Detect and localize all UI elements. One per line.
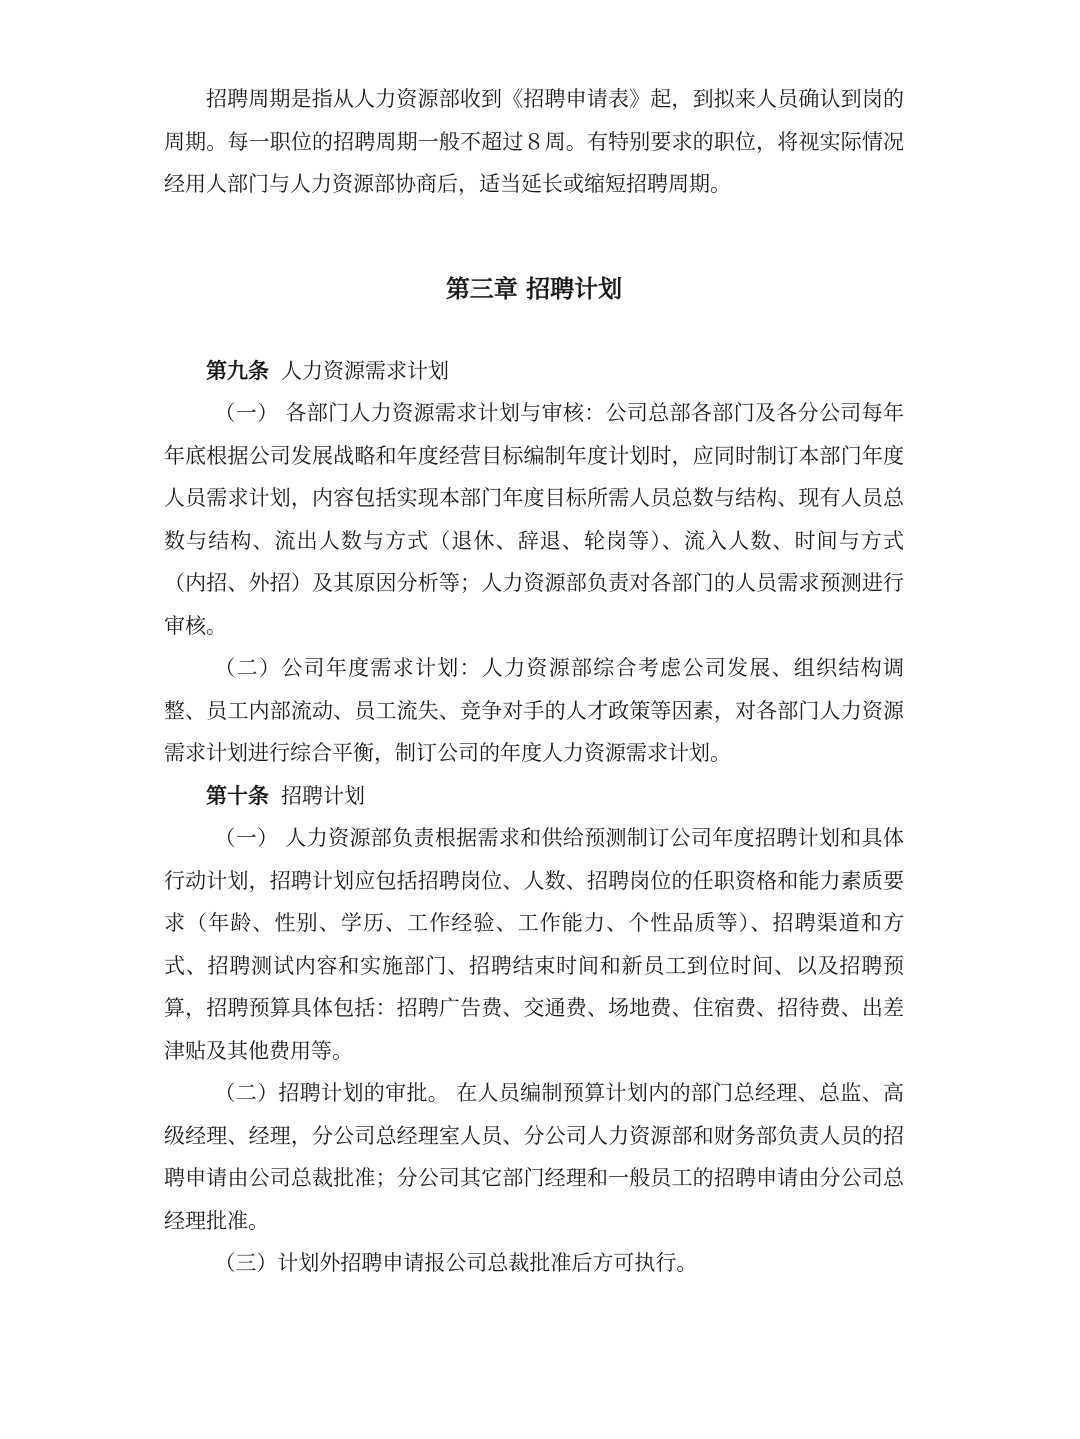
article-9-heading (164, 350, 904, 393)
chapter-spacer (164, 314, 904, 350)
article-9-item-2: （二）公司年度需求计划：人力资源部综合考虑公司发展、组织结构调整、员工内部流动、员工流失、竞争对手的人才政策等因素，对各部门人力资源需求计划进行综合平衡，制订公司的年度人力资源需求计划。 (164, 656, 904, 765)
article-10-item-2: （二）招聘计划的审批。 在人员编制预算计划内的部门总经理、总监、高级经理、经理，分公司总经理室人员、分公司人力资源部和财务部负责人员的招聘申请由公司总裁批准；分公司其它部门经理和一般员工的招聘申请由分公司总经理批准。 (164, 1081, 904, 1233)
article-10-heading (164, 775, 904, 818)
article-10-number: 第十条 (206, 782, 269, 808)
article-10-item-3: （三）计划外招聘申请报公司总裁批准后方可执行。 (214, 1251, 698, 1275)
article-10-title: 招聘计划 (281, 783, 365, 808)
document-page (164, 78, 904, 1285)
article-10-item-1: （一） 人力资源部负责根据需求和供给预测制订公司年度招聘计划和具体行动计划，招聘计划应包括招聘岗位、人数、招聘岗位的任职资格和能力素质要求（年龄、性别、学历、工作经验、工作能力、个性品质等）、招聘渠道和方式、招聘测试内容和实施部门、招聘结束时间和新员工到位时间、以及招聘预算，招聘预算具体包括：招聘广告费、交通费、场地费、住宿费、招待费、出差津贴及其他费用等。 (164, 826, 904, 1063)
article-9-item-1: （一） 各部门人力资源需求计划与审核：公司总部各部门及各分公司每年年底根据公司发展战略和年度经营目标编制年度计划时，应同时制订本部门年度人员需求计划，内容包括实现本部门年度目标所需人员总数与结构、现有人员总数与结构、流出人数与方式（退休、辞退、轮岗等）、流入人数、时间与方式（内招、外招）及其原因分析等；人力资源部负责对各部门的人员需求预测进行审核。 (164, 401, 904, 638)
article-9-title: 人力资源需求计划 (281, 358, 449, 383)
article-9-number: 第九条 (206, 357, 269, 383)
intro-paragraph: 招聘周期是指从人力资源部收到《招聘申请表》起，到拟来人员确认到岗的周期。每一职位的招聘周期一般不超过８周。有特别要求的职位，将视实际情况经用人部门与人力资源部协商后，适当延长或缩短招聘周期。 (164, 87, 904, 196)
chapter-heading: 第三章 招聘计划 (445, 273, 623, 303)
